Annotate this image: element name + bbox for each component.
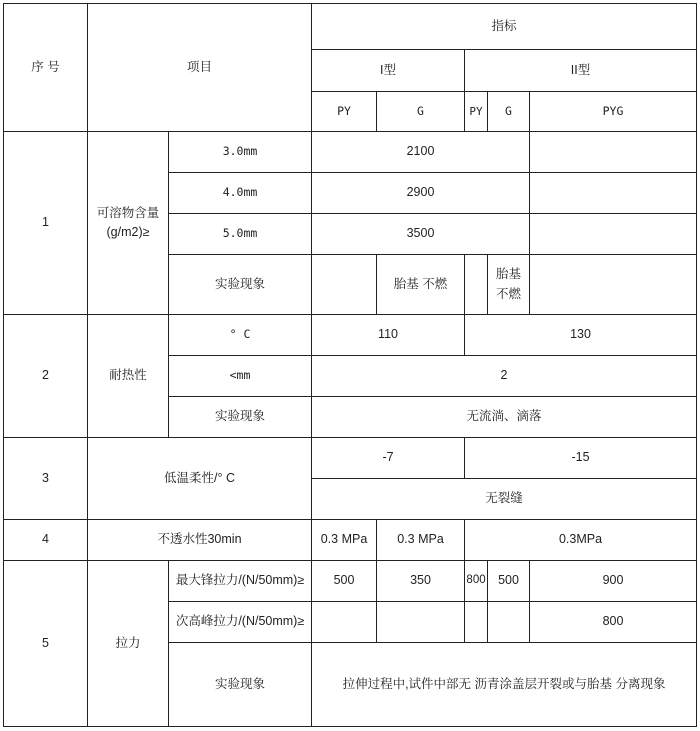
row1-label-3mm: 3.0mm <box>169 132 312 173</box>
row1-empty-5mm <box>530 214 697 255</box>
row2-mm-value: 2 <box>312 356 697 397</box>
row1-empty-4mm <box>530 173 697 214</box>
row1-value-5mm: 3500 <box>312 214 530 255</box>
header-pyg: PYG <box>530 92 697 132</box>
spec-table <box>3 3 697 727</box>
row2-name: 耐热性 <box>88 315 169 438</box>
row4-no: 4 <box>4 520 88 561</box>
row3-type1: -7 <box>312 438 465 479</box>
row3-result: 无裂缝 <box>312 479 697 520</box>
row1-value-4mm: 2900 <box>312 173 530 214</box>
row4-name: 不透水性30min <box>88 520 312 561</box>
header-py-2: PY <box>465 92 488 132</box>
header-g-1: G <box>377 92 465 132</box>
row1-phenomenon-label: 实验现象 <box>169 255 312 315</box>
row1-label-5mm: 5.0mm <box>169 214 312 255</box>
row5-second-g1 <box>377 602 465 643</box>
row5-max-label: 最大锋拉力/(N/50mm)≥ <box>169 561 312 602</box>
row2-no: 2 <box>4 315 88 438</box>
row1-phenomenon-py2 <box>465 255 488 315</box>
row4-py1: 0.3 MPa <box>312 520 377 561</box>
row1-phenomenon-pyg <box>530 255 697 315</box>
row5-phenomenon-label: 实验现象 <box>169 643 312 727</box>
row1-phenomenon-g1: 胎基 不燃 <box>377 255 465 315</box>
row5-max-py2: 800 <box>465 561 488 602</box>
header-item: 项目 <box>88 4 312 132</box>
header-g-2: G <box>488 92 530 132</box>
row2-temp-label: ° C <box>169 315 312 356</box>
row2-temp-type1: 110 <box>312 315 465 356</box>
row3-no: 3 <box>4 438 88 520</box>
row5-name: 拉力 <box>88 561 169 727</box>
row5-second-py1 <box>312 602 377 643</box>
row5-max-g1: 350 <box>377 561 465 602</box>
row2-phenomenon-label: 实验现象 <box>169 397 312 438</box>
row2-phenomenon-value: 无流淌、滴落 <box>312 397 697 438</box>
row5-second-label: 次高峰拉力/(N/50mm)≥ <box>169 602 312 643</box>
row1-value-3mm: 2100 <box>312 132 530 173</box>
row5-second-py2 <box>465 602 488 643</box>
row5-second-pyg: 800 <box>530 602 697 643</box>
row5-max-g2: 500 <box>488 561 530 602</box>
header-py-1: PY <box>312 92 377 132</box>
row3-name: 低温柔性/° C <box>88 438 312 520</box>
row5-max-pyg: 900 <box>530 561 697 602</box>
row2-temp-type2: 130 <box>465 315 697 356</box>
row1-empty-3mm <box>530 132 697 173</box>
header-indicator: 指标 <box>312 4 697 50</box>
row5-no: 5 <box>4 561 88 727</box>
row5-max-py1: 500 <box>312 561 377 602</box>
row3-type2: -15 <box>465 438 697 479</box>
header-type-1: I型 <box>312 50 465 92</box>
row1-no: 1 <box>4 132 88 315</box>
row1-phenomenon-g2: 胎基 不燃 <box>488 255 530 315</box>
row2-mm-label: <mm <box>169 356 312 397</box>
row1-name: 可溶物含量 (g/m2)≥ <box>88 132 169 315</box>
row5-phenomenon-value: 拉伸过程中,试件中部无 沥青涂盖层开裂或与胎基 分离现象 <box>312 643 697 727</box>
row4-g1: 0.3 MPa <box>377 520 465 561</box>
row5-second-g2 <box>488 602 530 643</box>
header-seq: 序 号 <box>4 4 88 132</box>
row1-label-4mm: 4.0mm <box>169 173 312 214</box>
row1-phenomenon-py1 <box>312 255 377 315</box>
row4-type2: 0.3MPa <box>465 520 697 561</box>
header-type-2: II型 <box>465 50 697 92</box>
